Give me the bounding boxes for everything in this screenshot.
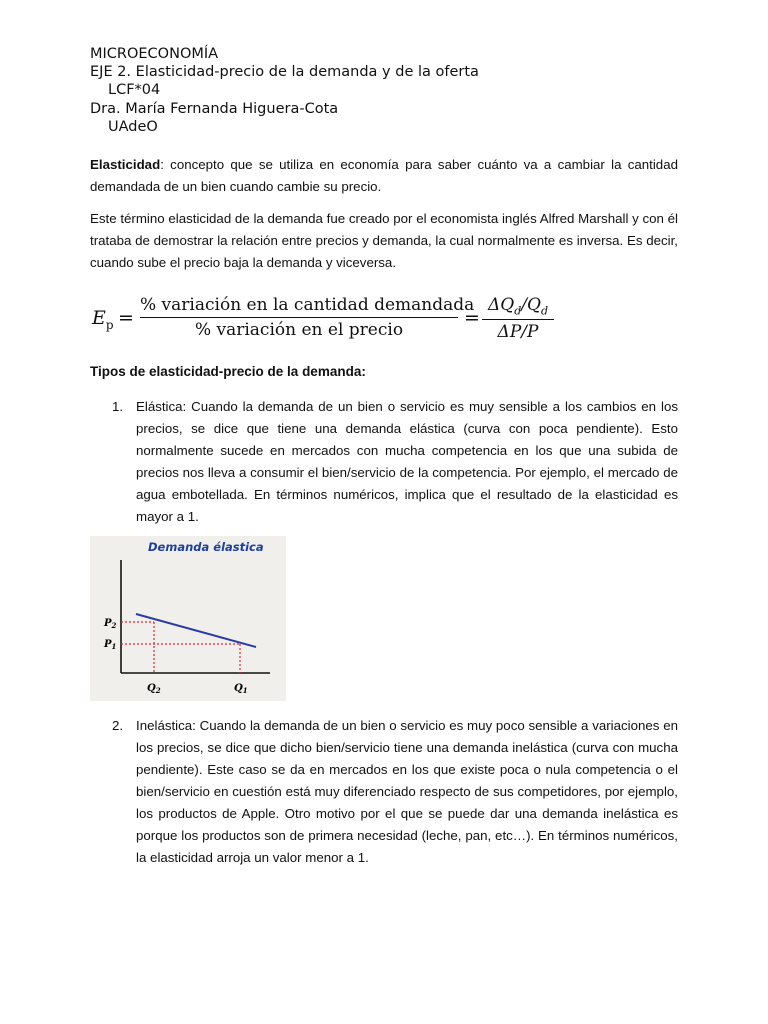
definition-term: Elasticidad (90, 157, 161, 172)
list-item-text: Inelástica: Cuando la demanda de un bien o servicio es muy poco sensible a variaciones en los precios, se dice que dicho bien/servicio tiene una demanda inelástica (curva con mucha pendiente). Este caso se da en mercados en los que existe poca o nula competencia o el bien/servicio en cuestión está muy diferenciado respecto de sus competidores, por ejemplo, los productos de Apple. Otro motivo por el que se puede dar una demanda inelástica es porque los productos son de primera necesidad (leche, pan, etc…). En términos numéricos, la elasticidad arroja un valor menor a 1. (136, 718, 678, 865)
institution-name: UAdeO (108, 118, 158, 135)
author-name: Dra. María Fernanda Higuera-Cota (90, 100, 339, 117)
unit-title: EJE 2. Elasticidad-precio de la demanda y de la oferta (90, 64, 479, 81)
formula-delta-denominator: ΔP/P (497, 322, 539, 343)
document-header (90, 45, 479, 136)
elasticity-formula (92, 292, 572, 348)
course-title: MICROECONOMÍA (90, 46, 219, 62)
list-number: 2. (112, 718, 124, 733)
list-item-text: Elástica: Cuando la demanda de un bien o servicio es muy sensible a los cambios en los precios, se dice que tiene una demanda elástica (curva con poca pendiente). Esto normalmente sucede en mercados con mucha competencia en los que una subida de precios nos lleva a consumir el bien/servicio de la competencia. Por ejemplo, el mercado de agua embotellada. En términos numéricos, implica que el resultado de la elasticidad es mayor a 1. (136, 399, 678, 524)
formula-equals-1: = (118, 307, 134, 329)
elastic-demand-chart (90, 536, 286, 701)
list-item-elastic (90, 396, 678, 528)
list-item-inelastic (90, 715, 678, 869)
p1-label: $P_1$ (104, 639, 117, 651)
figure-title: Demanda élastica (148, 540, 264, 554)
list-number: 1. (112, 399, 124, 414)
definition-paragraph (90, 154, 678, 198)
definition-text: : concepto que se utiliza en economía para saber cuánto va a cambiar la cantidad demandada de un bien cuando cambie su precio. (90, 157, 678, 194)
formula-equals-2: = (464, 307, 480, 329)
elastic-demand-figure (90, 536, 286, 701)
types-heading: Tipos de elasticidad-precio de la demanda: (90, 364, 366, 379)
formula-delta-fraction (482, 295, 554, 342)
formula-delta-numerator: $\Delta Q_d/Q_d$ (488, 295, 548, 318)
p2-label: $P_2$ (104, 618, 117, 630)
formula-lhs: $E_p$ (92, 307, 114, 332)
q1-label: $Q_1$ (234, 683, 248, 695)
course-code: LCF*04 (108, 82, 161, 99)
q2-label: $Q_2$ (147, 683, 161, 695)
formula-percent-fraction (140, 295, 475, 340)
formula-numerator: % variación en la cantidad demandada (140, 295, 475, 315)
formula-denominator: % variación en el precio (194, 320, 404, 340)
marshall-paragraph: Este término elasticidad de la demanda fue creado por el economista inglés Alfred Marshall y con él trataba de demostrar la relación entre precios y demanda, la cual normalmente es inversa. Es decir, cuando sube el precio baja la demanda y viceversa. (90, 211, 678, 270)
